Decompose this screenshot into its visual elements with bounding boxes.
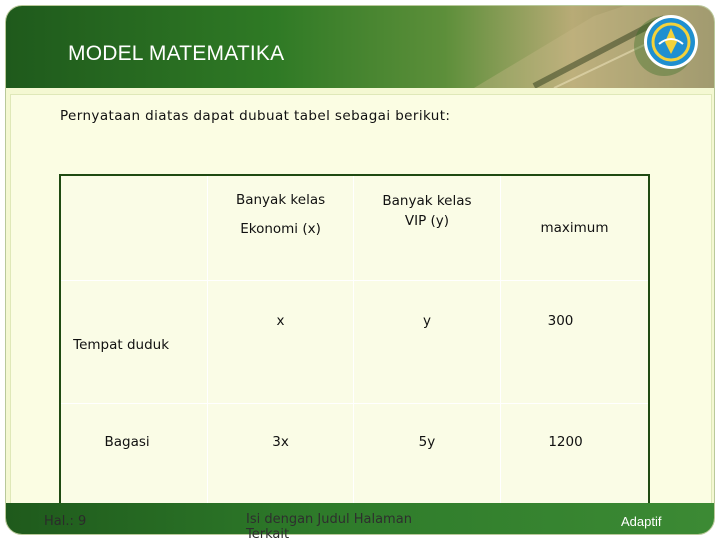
table-header-row xyxy=(60,175,649,281)
value-max: 300 xyxy=(547,313,574,329)
header-cell-maximum xyxy=(501,175,650,281)
row-label: Bagasi xyxy=(104,434,150,450)
header-cell-economy xyxy=(208,175,354,281)
row-label: Tempat duduk xyxy=(73,337,170,353)
row-label-cell xyxy=(60,281,208,404)
table-row xyxy=(60,281,649,404)
intro-text: Pernyataan diatas dapat dubuat tabel sebagai berikut: xyxy=(60,108,451,124)
value-y: 5y xyxy=(418,434,436,450)
header-cell-vip xyxy=(353,175,500,281)
header-economy-line2: Ekonomi (x) xyxy=(240,221,321,237)
value-x: x xyxy=(276,313,285,329)
page-number: Hal.: 9 xyxy=(44,514,87,529)
header-empty-cell xyxy=(60,175,208,281)
value-max: 1200 xyxy=(548,434,583,450)
tut-wuri-handayani-logo-icon xyxy=(643,14,699,70)
footer-page-title: Isi dengan Judul Halaman Terkait xyxy=(246,512,412,540)
model-table xyxy=(59,174,650,524)
cell-max xyxy=(501,281,650,404)
footer-label: Adaptif xyxy=(621,514,662,529)
header-economy-line1: Banyak kelas xyxy=(235,192,326,208)
value-y: y xyxy=(422,313,431,329)
value-x: 3x xyxy=(272,434,289,450)
header-maximum-label: maximum xyxy=(540,220,609,236)
cell-x xyxy=(208,281,354,404)
cell-y xyxy=(353,281,500,404)
slide-title: MODEL MATEMATIKA xyxy=(68,42,285,65)
header-vip-label: Banyak kelas VIP (y) xyxy=(382,193,472,229)
